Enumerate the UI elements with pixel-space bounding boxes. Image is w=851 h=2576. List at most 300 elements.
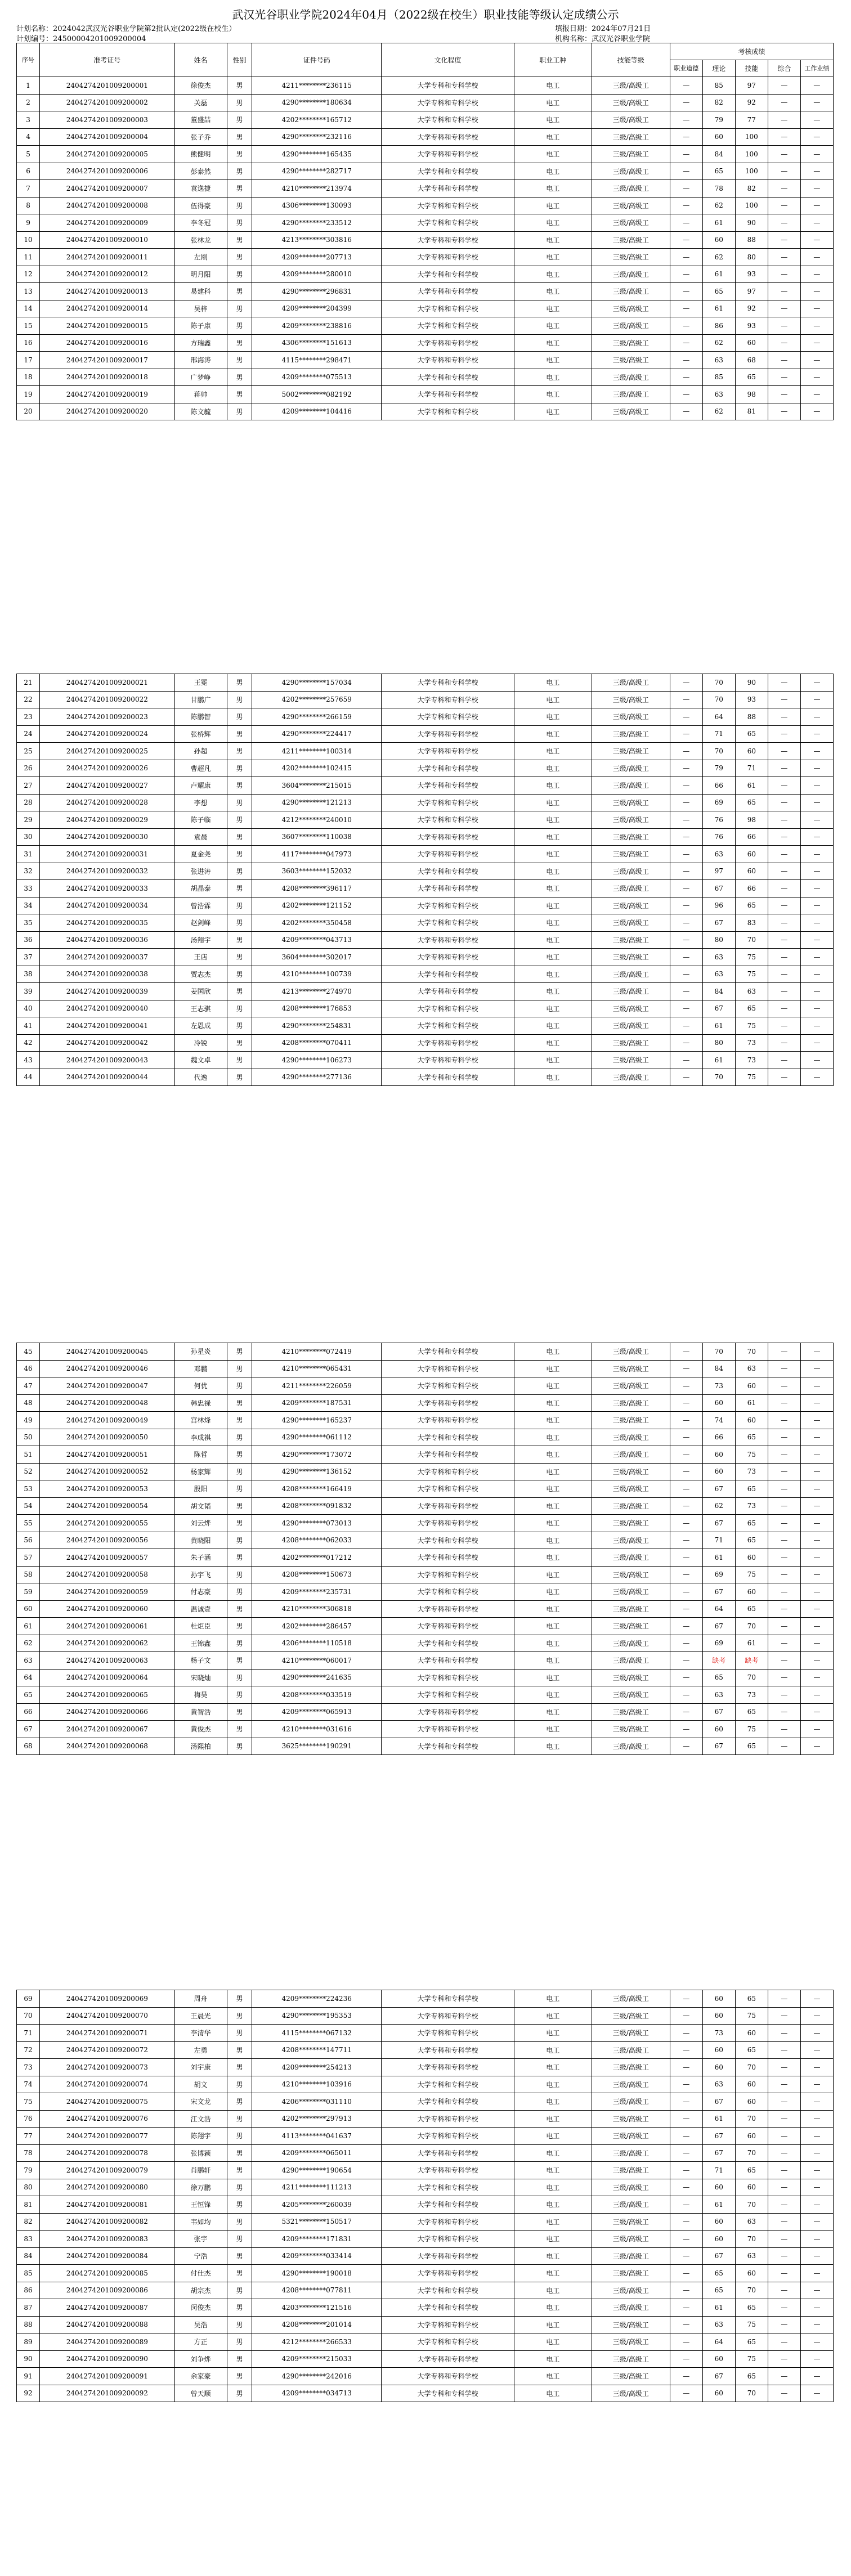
cell-edu: 大学专科和专科学校 <box>382 77 514 95</box>
cell-occupation: 电工 <box>514 2128 592 2145</box>
table-row <box>17 1549 834 1567</box>
cell-cert-no: 2404274201009200004 <box>40 128 174 146</box>
cell-occupation: 电工 <box>514 1532 592 1549</box>
cell-comp: — <box>768 146 800 163</box>
cell-level: 三级/高级工 <box>592 1686 670 1704</box>
cell-theory: 63 <box>702 2076 735 2093</box>
cell-occupation: 电工 <box>514 2144 592 2162</box>
cell-occupation: 电工 <box>514 94 592 111</box>
cell-edu: 大学专科和专科学校 <box>382 914 514 932</box>
cell-comp: — <box>768 1721 800 1738</box>
table-row <box>17 403 834 420</box>
cell-id-no: 4202********102415 <box>252 760 382 777</box>
cell-occupation: 电工 <box>514 2093 592 2111</box>
cell-name: 殷阳 <box>174 1480 227 1498</box>
cell-skill: 65 <box>735 1703 768 1721</box>
cell-seq: 78 <box>17 2144 40 2162</box>
cell-edu: 大学专科和专科学校 <box>382 1360 514 1377</box>
cell-edu: 大学专科和专科学校 <box>382 931 514 949</box>
cell-work: — <box>800 1618 833 1635</box>
cell-comp: — <box>768 369 800 386</box>
cell-id-no: 4209********207713 <box>252 249 382 266</box>
cell-edu: 大学专科和专科学校 <box>382 880 514 897</box>
cell-seq: 4 <box>17 128 40 146</box>
cell-theory: 60 <box>702 2041 735 2059</box>
cell-edu: 大学专科和专科学校 <box>382 1600 514 1618</box>
cell-level: 三级/高级工 <box>592 1412 670 1429</box>
cell-gender: 男 <box>227 863 252 880</box>
cell-skill: 70 <box>735 1669 768 1686</box>
cell-comp: — <box>768 725 800 743</box>
cell-level: 三级/高级工 <box>592 880 670 897</box>
cell-name: 关磊 <box>174 94 227 111</box>
cell-id-no: 4209********033414 <box>252 2247 382 2265</box>
table-row <box>17 1532 834 1549</box>
cell-edu: 大学专科和专科学校 <box>382 1480 514 1498</box>
cell-gender: 男 <box>227 146 252 163</box>
cell-seq: 14 <box>17 300 40 317</box>
cell-work: — <box>800 1034 833 1052</box>
cell-prof: — <box>670 1652 702 1670</box>
cell-prof: — <box>670 1703 702 1721</box>
cell-comp: — <box>768 94 800 111</box>
cell-seq: 89 <box>17 2333 40 2351</box>
cell-theory: 69 <box>702 1566 735 1583</box>
cell-name: 邓鹏 <box>174 1360 227 1377</box>
cell-comp: — <box>768 214 800 232</box>
cell-theory: 60 <box>702 1990 735 2008</box>
cell-theory: 67 <box>702 880 735 897</box>
cell-cert-no: 2404274201009200018 <box>40 369 174 386</box>
cell-theory: 79 <box>702 760 735 777</box>
header-skill: 技能 <box>735 60 768 77</box>
score-table-page-1 <box>16 43 834 420</box>
cell-occupation: 电工 <box>514 386 592 403</box>
cell-cert-no: 2404274201009200024 <box>40 725 174 743</box>
cell-id-no: 4209********065913 <box>252 1703 382 1721</box>
cell-gender: 男 <box>227 317 252 335</box>
table-row <box>17 300 834 317</box>
cell-skill: 75 <box>735 2316 768 2333</box>
cell-theory: 67 <box>702 1583 735 1601</box>
cell-comp: — <box>768 266 800 283</box>
cell-edu: 大学专科和专科学校 <box>382 743 514 760</box>
cell-edu: 大学专科和专科学校 <box>382 1463 514 1480</box>
cell-cert-no: 2404274201009200035 <box>40 914 174 932</box>
header-comp: 综合 <box>768 60 800 77</box>
cell-id-no: 4202********257659 <box>252 691 382 708</box>
cell-level: 三级/高级工 <box>592 966 670 983</box>
cell-comp: — <box>768 249 800 266</box>
cell-work: — <box>800 317 833 335</box>
cell-work: — <box>800 914 833 932</box>
table-row <box>17 249 834 266</box>
cell-skill: 98 <box>735 386 768 403</box>
cell-edu: 大学专科和专科学校 <box>382 1394 514 1412</box>
cell-prof: — <box>670 163 702 180</box>
cell-prof: — <box>670 300 702 317</box>
cell-prof: — <box>670 77 702 95</box>
cell-prof: — <box>670 2213 702 2231</box>
cell-prof: — <box>670 1635 702 1652</box>
cell-theory: 97 <box>702 863 735 880</box>
cell-edu: 大学专科和专科学校 <box>382 1990 514 2008</box>
cell-edu: 大学专科和专科学校 <box>382 266 514 283</box>
cell-gender: 男 <box>227 403 252 420</box>
cell-seq: 92 <box>17 2385 40 2402</box>
cell-id-no: 4290********136152 <box>252 1463 382 1480</box>
cell-seq: 51 <box>17 1446 40 1464</box>
cell-seq: 56 <box>17 1532 40 1549</box>
cell-name: 甘鹏广 <box>174 691 227 708</box>
cell-comp: — <box>768 2162 800 2179</box>
cell-level: 三级/高级工 <box>592 794 670 811</box>
cell-comp: — <box>768 914 800 932</box>
cell-work: — <box>800 283 833 300</box>
cell-occupation: 电工 <box>514 1343 592 1361</box>
cell-work: — <box>800 725 833 743</box>
cell-seq: 44 <box>17 1069 40 1086</box>
cell-gender: 男 <box>227 2213 252 2231</box>
cell-level: 三级/高级工 <box>592 2282 670 2299</box>
cell-id-no: 4209********043713 <box>252 931 382 949</box>
cell-edu: 大学专科和专科学校 <box>382 2041 514 2059</box>
cell-cert-no: 2404274201009200087 <box>40 2299 174 2317</box>
cell-occupation: 电工 <box>514 1635 592 1652</box>
cell-seq: 63 <box>17 1652 40 1670</box>
cell-seq: 15 <box>17 317 40 335</box>
cell-edu: 大学专科和专科学校 <box>382 1652 514 1670</box>
cell-theory: 71 <box>702 2162 735 2179</box>
cell-level: 三级/高级工 <box>592 1480 670 1498</box>
cell-skill: 60 <box>735 2076 768 2093</box>
cell-prof: — <box>670 949 702 966</box>
cell-theory: 66 <box>702 1429 735 1446</box>
cell-occupation: 电工 <box>514 1515 592 1532</box>
cell-id-no: 4210********213974 <box>252 180 382 198</box>
cell-cert-no: 2404274201009200069 <box>40 1990 174 2008</box>
cell-cert-no: 2404274201009200042 <box>40 1034 174 1052</box>
header-level: 技能等级 <box>592 43 670 77</box>
cell-cert-no: 2404274201009200027 <box>40 777 174 795</box>
cell-occupation: 电工 <box>514 1703 592 1721</box>
cell-edu: 大学专科和专科学校 <box>382 128 514 146</box>
cell-level: 三级/高级工 <box>592 2128 670 2145</box>
cell-gender: 男 <box>227 1069 252 1086</box>
cell-work: — <box>800 674 833 692</box>
cell-comp: — <box>768 674 800 692</box>
cell-name: 孙超 <box>174 743 227 760</box>
cell-work: — <box>800 1566 833 1583</box>
cell-cert-no: 2404274201009200089 <box>40 2333 174 2351</box>
cell-id-no: 4290********165435 <box>252 146 382 163</box>
cell-occupation: 电工 <box>514 2299 592 2317</box>
cell-comp: — <box>768 2025 800 2042</box>
cell-skill: 65 <box>735 1515 768 1532</box>
cell-occupation: 电工 <box>514 949 592 966</box>
cell-theory: 60 <box>702 1446 735 1464</box>
cell-occupation: 电工 <box>514 2110 592 2128</box>
cell-work: — <box>800 1669 833 1686</box>
cell-level: 三级/高级工 <box>592 743 670 760</box>
cell-seq: 77 <box>17 2128 40 2145</box>
cell-gender: 男 <box>227 931 252 949</box>
table-row <box>17 369 834 386</box>
cell-id-no: 5321********150517 <box>252 2213 382 2231</box>
cell-prof: — <box>670 1583 702 1601</box>
cell-cert-no: 2404274201009200017 <box>40 352 174 369</box>
cell-skill: 100 <box>735 163 768 180</box>
cell-cert-no: 2404274201009200091 <box>40 2368 174 2385</box>
cell-level: 三级/高级工 <box>592 811 670 829</box>
cell-occupation: 电工 <box>514 1669 592 1686</box>
cell-id-no: 4290********241635 <box>252 1669 382 1686</box>
cell-occupation: 电工 <box>514 1446 592 1464</box>
cell-gender: 男 <box>227 777 252 795</box>
cell-level: 三级/高级工 <box>592 1583 670 1601</box>
cell-theory: 85 <box>702 369 735 386</box>
cell-level: 三级/高级工 <box>592 197 670 214</box>
cell-cert-no: 2404274201009200092 <box>40 2385 174 2402</box>
cell-name: 陈翔宇 <box>174 2128 227 2145</box>
cell-prof: — <box>670 2007 702 2025</box>
cell-occupation: 电工 <box>514 811 592 829</box>
cell-cert-no: 2404274201009200073 <box>40 2059 174 2076</box>
cell-edu: 大学专科和专科学校 <box>382 386 514 403</box>
cell-gender: 男 <box>227 828 252 846</box>
cell-level: 三级/高级工 <box>592 1566 670 1583</box>
cell-cert-no: 2404274201009200030 <box>40 828 174 846</box>
cell-skill: 100 <box>735 146 768 163</box>
cell-name: 代逸 <box>174 1069 227 1086</box>
cell-prof: — <box>670 2179 702 2196</box>
cell-level: 三级/高级工 <box>592 180 670 198</box>
cell-cert-no: 2404274201009200057 <box>40 1549 174 1567</box>
table-row <box>17 2316 834 2333</box>
cell-id-no: 4209********171831 <box>252 2231 382 2248</box>
cell-skill: 66 <box>735 828 768 846</box>
cell-edu: 大学专科和专科学校 <box>382 1703 514 1721</box>
cell-prof: — <box>670 828 702 846</box>
cell-seq: 23 <box>17 708 40 726</box>
cell-comp: — <box>768 2128 800 2145</box>
cell-theory: 65 <box>702 1669 735 1686</box>
cell-theory: 60 <box>702 2213 735 2231</box>
cell-cert-no: 2404274201009200029 <box>40 811 174 829</box>
cell-edu: 大学专科和专科学校 <box>382 1052 514 1069</box>
table-row <box>17 1497 834 1515</box>
table-row <box>17 1412 834 1429</box>
table-row <box>17 2282 834 2299</box>
cell-id-no: 4212********266533 <box>252 2333 382 2351</box>
cell-level: 三级/高级工 <box>592 2144 670 2162</box>
cell-edu: 大学专科和专科学校 <box>382 146 514 163</box>
cell-gender: 男 <box>227 1034 252 1052</box>
cell-seq: 8 <box>17 197 40 214</box>
cell-work: — <box>800 1377 833 1395</box>
cell-skill: 70 <box>735 2110 768 2128</box>
cell-edu: 大学专科和专科学校 <box>382 1343 514 1361</box>
cell-gender: 男 <box>227 1446 252 1464</box>
cell-gender: 男 <box>227 1000 252 1017</box>
cell-work: — <box>800 2162 833 2179</box>
cell-gender: 男 <box>227 674 252 692</box>
cell-skill: 65 <box>735 369 768 386</box>
cell-skill: 93 <box>735 317 768 335</box>
cell-edu: 大学专科和专科学校 <box>382 2368 514 2385</box>
cell-id-no: 4211********236115 <box>252 77 382 95</box>
cell-skill: 65 <box>735 1532 768 1549</box>
cell-prof: — <box>670 1721 702 1738</box>
table-row <box>17 317 834 335</box>
cell-edu: 大学专科和专科学校 <box>382 2213 514 2231</box>
cell-skill: 68 <box>735 352 768 369</box>
cell-level: 三级/高级工 <box>592 708 670 726</box>
cell-work: — <box>800 1738 833 1755</box>
cell-prof: — <box>670 1446 702 1464</box>
cell-seq: 84 <box>17 2247 40 2265</box>
cell-name: 魏文卓 <box>174 1052 227 1069</box>
cell-work: — <box>800 1549 833 1567</box>
cell-gender: 男 <box>227 1566 252 1583</box>
cell-occupation: 电工 <box>514 163 592 180</box>
cell-prof: — <box>670 708 702 726</box>
cell-prof: — <box>670 2128 702 2145</box>
cell-seq: 17 <box>17 352 40 369</box>
cell-theory: 62 <box>702 249 735 266</box>
cell-occupation: 电工 <box>514 931 592 949</box>
table-row <box>17 1446 834 1464</box>
cell-cert-no: 2404274201009200081 <box>40 2196 174 2214</box>
cell-level: 三级/高级工 <box>592 914 670 932</box>
cell-level: 三级/高级工 <box>592 1000 670 1017</box>
cell-occupation: 电工 <box>514 1618 592 1635</box>
cell-comp: — <box>768 2231 800 2248</box>
cell-id-no: 4210********306818 <box>252 1600 382 1618</box>
cell-work: — <box>800 1600 833 1618</box>
table-row <box>17 2196 834 2214</box>
cell-skill: 75 <box>735 949 768 966</box>
cell-gender: 男 <box>227 163 252 180</box>
cell-cert-no: 2404274201009200002 <box>40 94 174 111</box>
cell-work: — <box>800 811 833 829</box>
cell-id-no: 4202********350458 <box>252 914 382 932</box>
cell-name: 卢耀康 <box>174 777 227 795</box>
cell-skill: 70 <box>735 1343 768 1361</box>
cell-level: 三级/高级工 <box>592 1377 670 1395</box>
cell-seq: 62 <box>17 1635 40 1652</box>
cell-work: — <box>800 1052 833 1069</box>
cell-gender: 男 <box>227 2333 252 2351</box>
cell-level: 三级/高级工 <box>592 163 670 180</box>
cell-theory: 60 <box>702 1463 735 1480</box>
cell-comp: — <box>768 1343 800 1361</box>
cell-work: — <box>800 2196 833 2214</box>
cell-occupation: 电工 <box>514 1000 592 1017</box>
cell-skill: 83 <box>735 914 768 932</box>
cell-edu: 大学专科和专科学校 <box>382 1446 514 1464</box>
cell-name: 朱子涵 <box>174 1549 227 1567</box>
cell-skill: 60 <box>735 743 768 760</box>
cell-prof: — <box>670 811 702 829</box>
table-row <box>17 2299 834 2317</box>
cell-name: 刘争烨 <box>174 2350 227 2368</box>
cell-comp: — <box>768 2350 800 2368</box>
table-row <box>17 931 834 949</box>
cell-cert-no: 2404274201009200060 <box>40 1600 174 1618</box>
cell-theory: 缺考 <box>702 1652 735 1670</box>
cell-level: 三级/高级工 <box>592 2025 670 2042</box>
table-row <box>17 352 834 369</box>
cell-occupation: 电工 <box>514 1600 592 1618</box>
cell-name: 张子乔 <box>174 128 227 146</box>
cell-prof: — <box>670 231 702 249</box>
cell-prof: — <box>670 2265 702 2282</box>
cell-theory: 60 <box>702 2179 735 2196</box>
cell-theory: 76 <box>702 811 735 829</box>
cell-theory: 82 <box>702 94 735 111</box>
table-row <box>17 1463 834 1480</box>
cell-comp: — <box>768 1394 800 1412</box>
cell-theory: 67 <box>702 1000 735 1017</box>
cell-gender: 男 <box>227 1343 252 1361</box>
cell-theory: 63 <box>702 352 735 369</box>
cell-occupation: 电工 <box>514 674 592 692</box>
cell-theory: 64 <box>702 708 735 726</box>
cell-name: 胡文韬 <box>174 1497 227 1515</box>
cell-name: 左勇 <box>174 2041 227 2059</box>
cell-skill: 60 <box>735 334 768 352</box>
header-scores: 考核成绩 <box>670 43 833 60</box>
cell-id-no: 3604********302017 <box>252 949 382 966</box>
table-row <box>17 1480 834 1498</box>
cell-gender: 男 <box>227 1480 252 1498</box>
cell-work: — <box>800 1360 833 1377</box>
cell-gender: 男 <box>227 1497 252 1515</box>
cell-gender: 男 <box>227 760 252 777</box>
cell-theory: 78 <box>702 180 735 198</box>
cell-id-no: 4306********151613 <box>252 334 382 352</box>
cell-comp: — <box>768 1738 800 1755</box>
cell-gender: 男 <box>227 128 252 146</box>
cell-edu: 大学专科和专科学校 <box>382 2333 514 2351</box>
cell-work: — <box>800 1017 833 1035</box>
cell-gender: 男 <box>227 2162 252 2179</box>
cell-level: 三级/高级工 <box>592 1669 670 1686</box>
cell-name: 曾天顺 <box>174 2385 227 2402</box>
cell-skill: 92 <box>735 94 768 111</box>
cell-work: — <box>800 1429 833 1446</box>
cell-theory: 67 <box>702 1703 735 1721</box>
cell-occupation: 电工 <box>514 743 592 760</box>
cell-seq: 31 <box>17 846 40 863</box>
cell-edu: 大学专科和专科学校 <box>382 369 514 386</box>
cell-name: 江文浩 <box>174 2110 227 2128</box>
cell-cert-no: 2404274201009200010 <box>40 231 174 249</box>
cell-seq: 19 <box>17 386 40 403</box>
cell-level: 三级/高级工 <box>592 1515 670 1532</box>
cell-gender: 男 <box>227 1463 252 1480</box>
cell-skill: 65 <box>735 1000 768 1017</box>
cell-level: 三级/高级工 <box>592 1497 670 1515</box>
cell-prof: — <box>670 2350 702 2368</box>
cell-name: 张桥辉 <box>174 725 227 743</box>
cell-occupation: 电工 <box>514 1686 592 1704</box>
cell-skill: 65 <box>735 1738 768 1755</box>
cell-prof: — <box>670 794 702 811</box>
cell-comp: — <box>768 231 800 249</box>
cell-cert-no: 2404274201009200056 <box>40 1532 174 1549</box>
